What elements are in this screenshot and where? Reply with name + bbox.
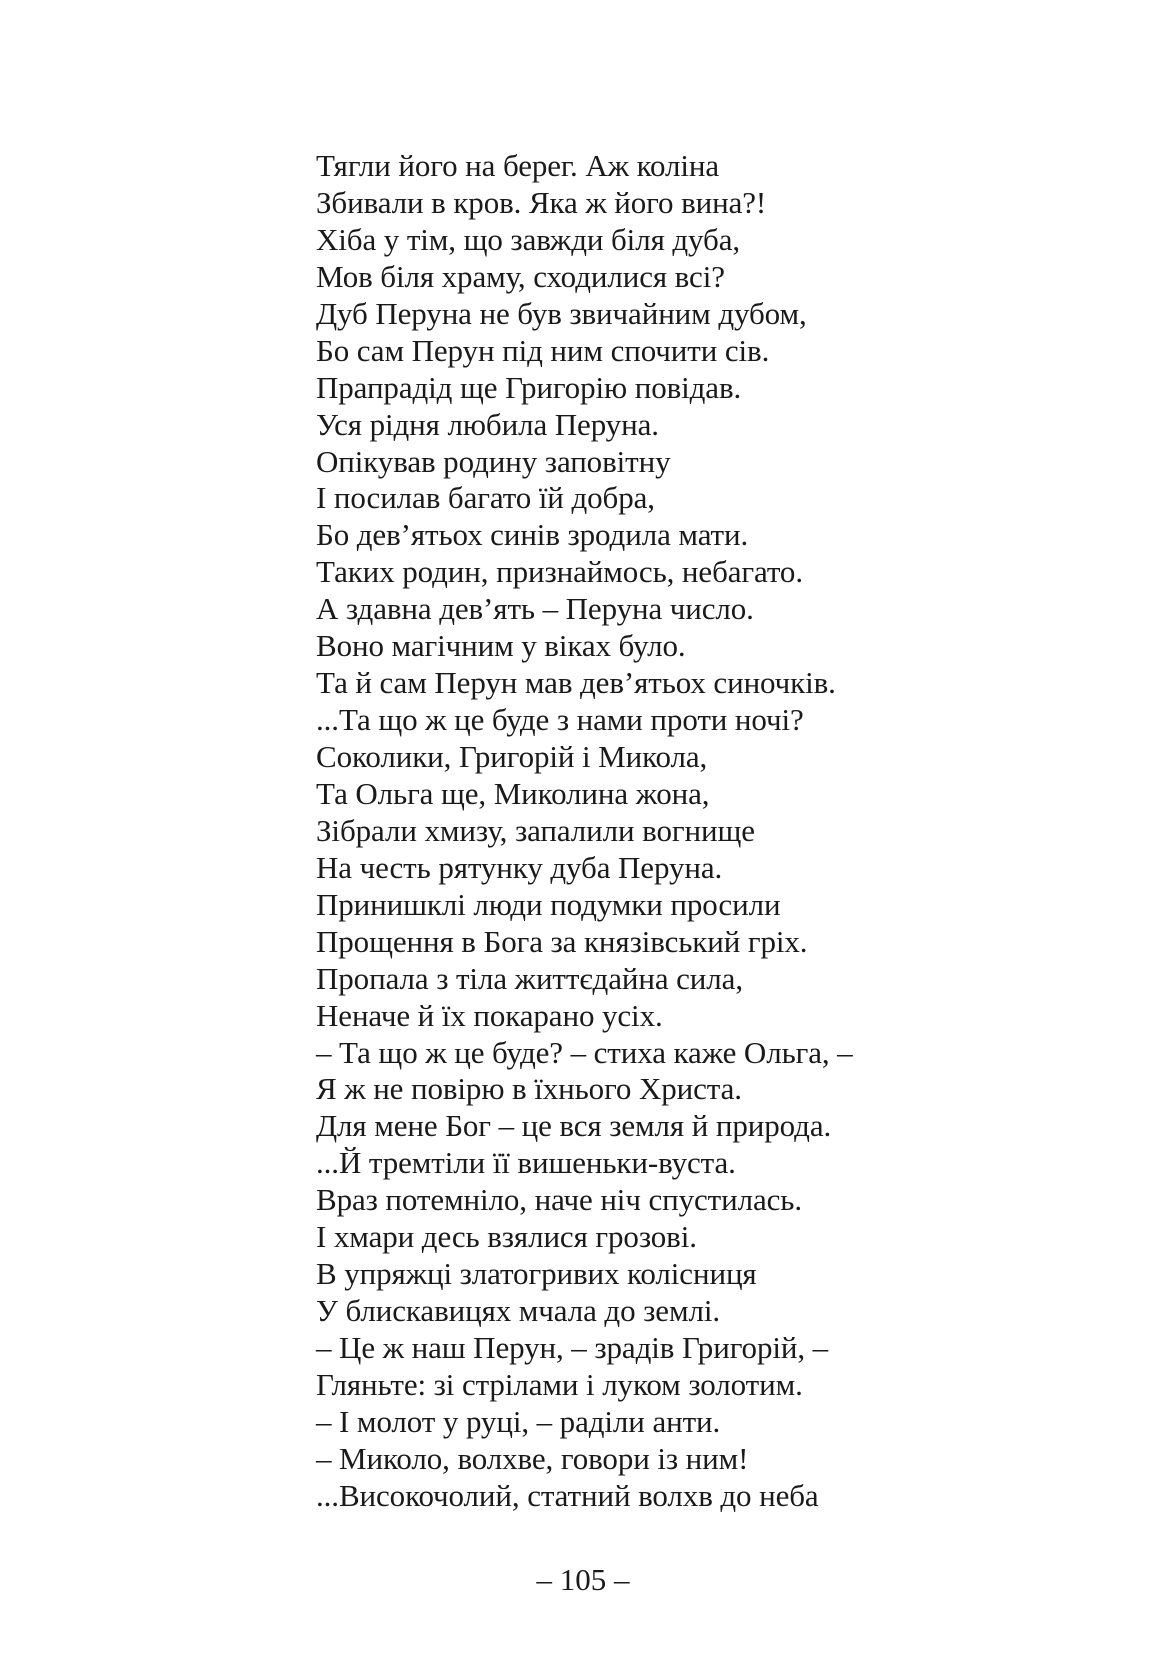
poem-line: В упряжці златогривих колісниця [316,1256,757,1292]
poem-line: У блискавицях мчала до землі. [316,1293,720,1329]
poem-line: – Це ж наш Перун, – зрадів Григорій, – [316,1330,829,1365]
poem-line: І хмари десь взялися грозові. [316,1219,697,1255]
poem-line: Збивали в кров. Яка ж його вина?! [316,184,767,220]
poem-line: Я ж не повірю в їхнього Христа. [316,1071,742,1107]
poem-line: Уся рідня любила Перуна. [316,406,659,442]
poem-line: – Та що ж це буде? – стиха каже Ольга, – [316,1034,853,1070]
poem-line: І посилав багато їй добра, [316,480,655,516]
poem-line: Враз потемніло, наче ніч спустилась. [316,1182,802,1218]
poem-line: ...Високочолий, статний волхв до неба [316,1477,819,1513]
poem-line: Та й сам Перун мав дев’ятьох синочків. [316,665,836,701]
poem-line: На честь рятунку дуба Перуна. [316,849,723,885]
poem-line: – І молот у руці, – раділи анти. [316,1403,721,1439]
page-number: – 105 – [536,1562,630,1597]
poem-line: Неначе й їх покарано усіх. [316,997,663,1033]
poem-line: Гляньте: зі стрілами і луком золотим. [316,1366,803,1402]
poem-line: Дуб Перуна не був звичайним дубом, [316,295,807,331]
poem-line: Мов біля храму, сходилися всі? [316,258,725,294]
poem-line: Хіба у тім, що завжди біля дуба, [316,221,741,257]
poem-line: Та Ольга ще, Миколина жона, [316,775,710,811]
poem-line: Принишклі люди подумки просили [316,886,781,922]
poem-line: А здавна дев’ять – Перуна число. [316,591,754,627]
poem-line: Воно магічним у віках було. [316,628,686,664]
poem-line: Прапрадід ще Григорію повідав. [316,369,742,405]
poem-line: Таких родин, признаймось, небагато. [316,554,803,590]
poem-line: Бо сам Перун під ним спочити сів. [316,332,770,368]
poem-line: Прощення в Бога за князівський гріх. [316,923,808,959]
poem-line: Пропала з тіла життєдайна сила, [316,960,743,996]
poem-line: Опікував родину заповітну [316,443,671,479]
poem-text [316,148,1136,1515]
poem-line: Соколики, Григорій і Микола, [316,739,708,774]
poem-line: Зібрали хмизу, запалили вогнище [316,812,755,848]
poem-line: ...Та що ж це буде з нами проти ночі? [316,702,804,738]
poem-line: Для мене Бог – це вся земля й природа. [316,1108,832,1144]
poem-line: Тягли його на берег. Аж коліна [316,148,720,183]
poem-line: – Миколо, волхве, говори із ним! [316,1440,749,1476]
poem-line: ...Й тремтіли її вишеньки-вуста. [316,1145,736,1181]
poem-line: Бо дев’ятьох синів зродила мати. [316,517,749,553]
